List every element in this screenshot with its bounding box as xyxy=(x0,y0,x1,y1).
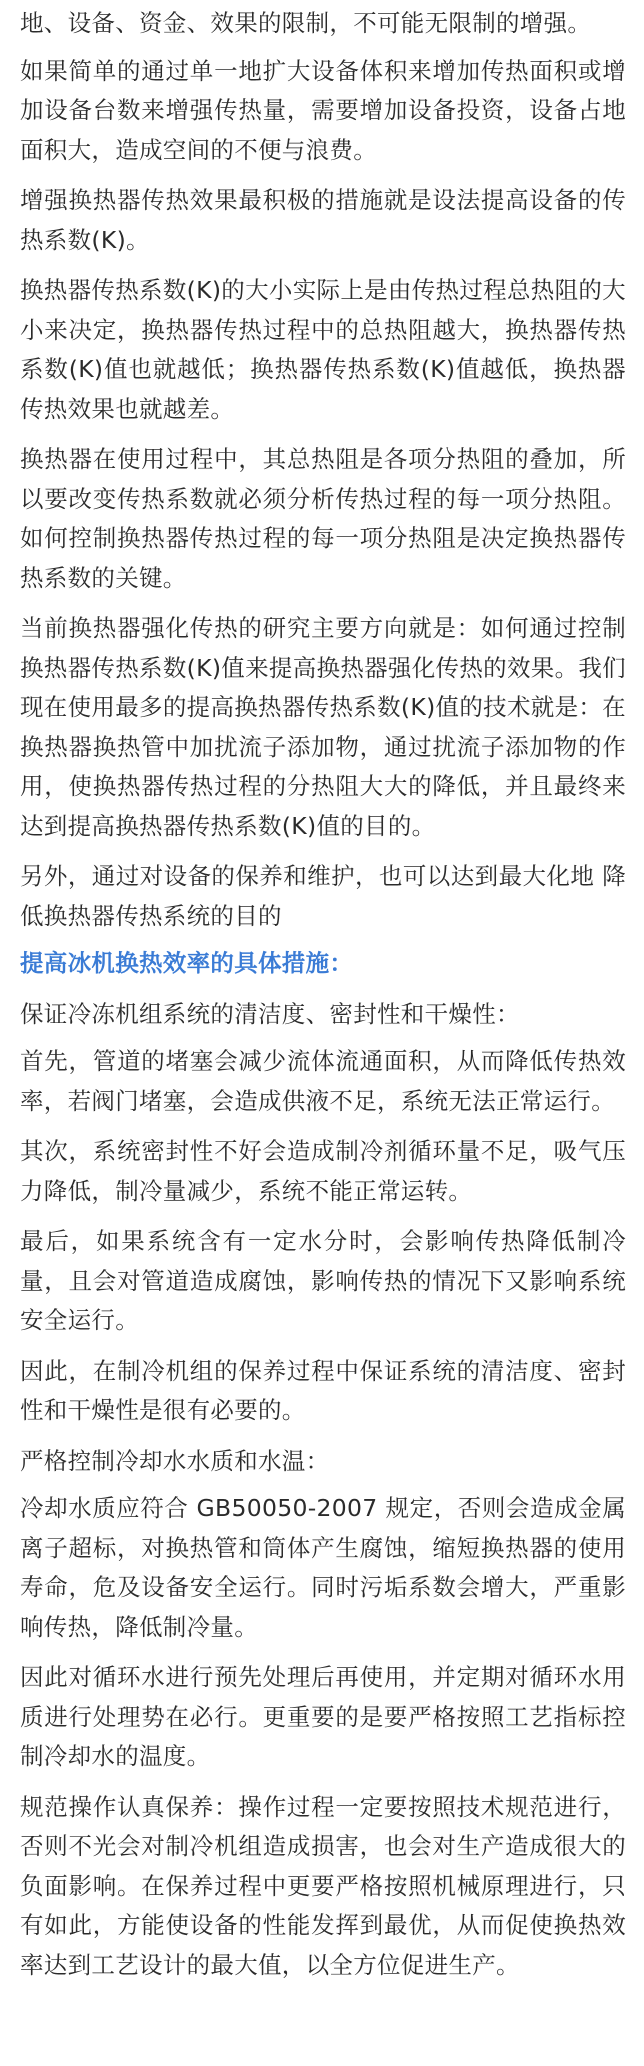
paragraph-last-moisture: 最后，如果系统含有一定水分时，会影响传热降低制冷量，且会对管道造成腐蚀，影响传热的情况下又影响系统安全运行。 xyxy=(20,1227,626,1334)
paragraph-standard-operation: 规范操作认真保养：操作过程一定要按照技术规范进行，否则不光会对制冷机组造成损害，也会对生产造成很大的负面影响。在保养过程中更要严格按照机械原理进行，只有如此，方能使设备的性能发挥到最优，从而促使换热效率达到工艺设计的最大值，以全方位促进生产。 xyxy=(20,1792,626,1979)
paragraph-thermal-resistance: 换热器传热系数(K)的大小实际上是由传热过程总热阻的大小来决定，换热器传热过程中的总热阻越大，换热器传热系数(K)值也就越低；换热器传热系数(K)值越低，换热器传热效果也就越差。 xyxy=(20,276,626,423)
paragraph-therefore-necessary: 因此，在制冷机组的保养过程中保证系统的清洁度、密封性和干燥性是很有必要的。 xyxy=(20,1356,626,1424)
section-heading: 提高冰机换热效率的具体措施： xyxy=(20,949,354,977)
paragraph-expanding-equipment: 如果简单的通过单一地扩大设备体积来增加传热面积或增加设备台数来增强传热量，需要增加设备投资，设备占地面积大，造成空间的不便与浪费。 xyxy=(20,56,626,164)
paragraph-partial-resistance: 换热器在使用过程中，其总热阻是各项分热阻的叠加，所以要改变传热系数就必须分析传热过程的每一项分热阻。如何控制换热器传热过程的每一项分热阻是决定换热器传热系数的关键。 xyxy=(20,445,626,592)
paragraph-cooling-water-title: 严格控制冷却水水质和水温： xyxy=(20,1446,330,1475)
paragraph-research-direction: 当前换热器强化传热的研究主要方向就是：如何通过控制换热器传热系数(K)值来提高换热器强化传热的效果。我们现在使用最多的提高换热器传热系数(K)值的技术就是：在换热器换热管中加扰流子添加物，通过扰流子添加物的作用，使换热器传热过程的分热阻大大的降低，并且最终来达到提高换热器传热系数(K)值的目的。 xyxy=(20,614,626,840)
paragraph-first-blockage: 首先，管道的堵塞会减少流体流通面积，从而降低传热效率，若阀门堵塞，会造成供液不足，系统无法正常运行。 xyxy=(20,1047,626,1115)
paragraph-maintenance: 另外，通过对设备的保养和维护，也可以达到最大化地 降低换热器传热系统的目的 xyxy=(20,862,626,930)
paragraph-water-treatment: 因此对循环水进行预先处理后再使用，并定期对循环水用质进行处理势在必行。更重要的是要严格按照工艺指标控制冷却水的温度。 xyxy=(20,1663,626,1770)
paragraph-water-quality: 冷却水质应符合 GB50050-2007 规定，否则会造成金属离子超标，对换热管和筒体产生腐蚀，缩短换热器的使用寿命，危及设备安全运行。同时污垢系数会增大，严重影响传热，降低制冷量。 xyxy=(20,1494,626,1641)
paragraph-cleanliness-title: 保证冷冻机组系统的清洁度、密封性和干燥性： xyxy=(20,999,520,1028)
paragraph-second-sealing: 其次，系统密封性不好会造成制冷剂循环量不足，吸气压力降低，制冷量减少，系统不能正常运转。 xyxy=(20,1137,626,1205)
paragraph-increase-k: 增强换热器传热效果最积极的措施就是设法提高设备的传热系数(K)。 xyxy=(20,186,626,254)
paragraph-intro-fragment: 地、设备、资金、效果的限制，不可能无限制的增强。 xyxy=(20,9,592,37)
